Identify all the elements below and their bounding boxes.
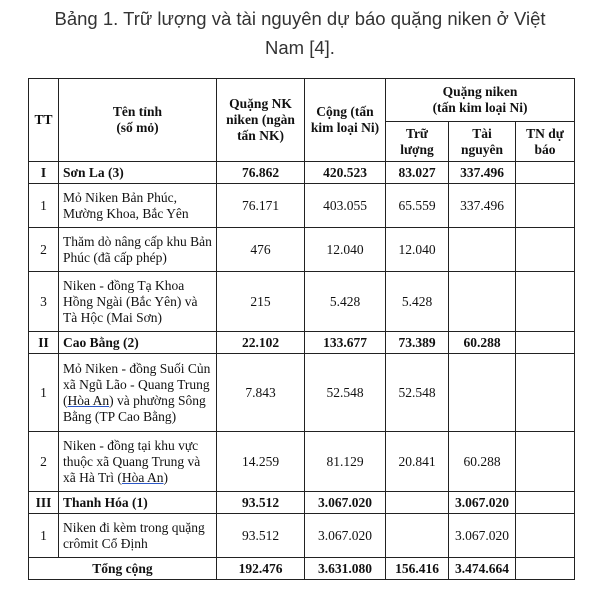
cell-resource: [449, 354, 516, 432]
cell-resource: 60.288: [449, 332, 516, 354]
cell-forecast: [516, 162, 575, 184]
cell-forecast: [516, 272, 575, 332]
table-row: [29, 184, 575, 228]
total-reserve: 156.416: [386, 558, 449, 580]
cell-name-post: ): [163, 469, 169, 485]
cell-ore: 7.843: [217, 354, 305, 432]
cell-name-post: ) và phường Sông Bằng (TP Cao Bằng): [63, 392, 206, 424]
cell-name: Cao Bằng (2): [59, 332, 217, 354]
cell-tt: III: [29, 492, 59, 514]
cell-tt: I: [29, 162, 59, 184]
table-caption: [0, 4, 600, 62]
cell-name: [59, 432, 217, 492]
cell-resource: 337.496: [449, 184, 516, 228]
cell-resource: [449, 228, 516, 272]
cell-name: Thanh Hóa (1): [59, 492, 217, 514]
cell-reserve: 20.841: [386, 432, 449, 492]
total-sum: 3.631.080: [305, 558, 386, 580]
cell-forecast: [516, 514, 575, 558]
cell-name-underlined: Hòa An: [121, 469, 164, 485]
table-row: [29, 432, 575, 492]
cell-tt: 1: [29, 184, 59, 228]
cell-tt: 1: [29, 514, 59, 558]
header-province-line2: (số mỏ): [116, 120, 159, 135]
cell-forecast: [516, 432, 575, 492]
cell-reserve: 52.548: [386, 354, 449, 432]
cell-reserve: 83.027: [386, 162, 449, 184]
cell-forecast: [516, 354, 575, 432]
header-group-line1: Quặng niken: [442, 84, 518, 99]
total-forecast: [516, 558, 575, 580]
cell-ore: 14.259: [217, 432, 305, 492]
cell-reserve: 12.040: [386, 228, 449, 272]
header-group: [386, 79, 575, 122]
header-tt: TT: [29, 79, 59, 162]
group-row-son-la: [29, 162, 575, 184]
cell-reserve: [386, 492, 449, 514]
total-resource: 3.474.664: [449, 558, 516, 580]
cell-tt: 3: [29, 272, 59, 332]
cell-ore: 93.512: [217, 492, 305, 514]
header-forecast: TN dự báo: [516, 122, 575, 162]
caption-line-2: Nam [4].: [265, 37, 335, 58]
cell-sum: 133.677: [305, 332, 386, 354]
table-row: [29, 272, 575, 332]
cell-tt: 1: [29, 354, 59, 432]
cell-reserve: 65.559: [386, 184, 449, 228]
cell-forecast: [516, 492, 575, 514]
total-ore: 192.476: [217, 558, 305, 580]
cell-reserve: [386, 514, 449, 558]
group-row-cao-bang: [29, 332, 575, 354]
cell-name: Thăm dò nâng cấp khu Bản Phúc (đã cấp phép): [59, 228, 217, 272]
cell-tt: II: [29, 332, 59, 354]
cell-resource: 60.288: [449, 432, 516, 492]
header-group-line2: (tấn kim loại Ni): [432, 100, 528, 115]
cell-sum: 3.067.020: [305, 492, 386, 514]
cell-resource: [449, 272, 516, 332]
cell-name: Niken - đồng Tạ Khoa Hồng Ngài (Bắc Yên) và Tà Hộc (Mai Sơn): [59, 272, 217, 332]
cell-name: Niken đi kèm trong quặng crômit Cổ Định: [59, 514, 217, 558]
cell-sum: 403.055: [305, 184, 386, 228]
cell-sum: 12.040: [305, 228, 386, 272]
cell-ore: 215: [217, 272, 305, 332]
header-resource: Tài nguyên: [449, 122, 516, 162]
cell-ore: 22.102: [217, 332, 305, 354]
table-row: [29, 514, 575, 558]
header-ore: Quặng NK niken (ngàn tấn NK): [217, 79, 305, 162]
nickel-reserves-table: [28, 78, 575, 580]
cell-reserve: 73.389: [386, 332, 449, 354]
total-label: Tổng cộng: [29, 558, 217, 580]
header-reserve: Trữ lượng: [386, 122, 449, 162]
cell-sum: 81.129: [305, 432, 386, 492]
cell-tt: 2: [29, 228, 59, 272]
caption-line-1: Bảng 1. Trữ lượng và tài nguyên dự báo quặng niken ở Việt: [54, 8, 546, 29]
cell-name: [59, 354, 217, 432]
group-row-thanh-hoa: [29, 492, 575, 514]
cell-name-underlined: Hòa An: [67, 392, 110, 408]
cell-tt: 2: [29, 432, 59, 492]
header-row-1: [29, 79, 575, 122]
cell-reserve: 5.428: [386, 272, 449, 332]
cell-name-pre: Mỏ Niken - đồng Suối Củn xã Ngũ Lão - Quang Trung (: [63, 360, 211, 408]
cell-forecast: [516, 332, 575, 354]
header-sum: Cộng (tấn kim loại Ni): [305, 79, 386, 162]
cell-ore: 76.171: [217, 184, 305, 228]
cell-sum: 420.523: [305, 162, 386, 184]
header-province: [59, 79, 217, 162]
header-province-line1: Tên tỉnh: [112, 104, 163, 119]
cell-forecast: [516, 228, 575, 272]
table-row: [29, 228, 575, 272]
cell-ore: 93.512: [217, 514, 305, 558]
cell-name: Mỏ Niken Bản Phúc, Mường Khoa, Bắc Yên: [59, 184, 217, 228]
cell-forecast: [516, 184, 575, 228]
cell-resource: 3.067.020: [449, 492, 516, 514]
table-row: [29, 354, 575, 432]
cell-ore: 476: [217, 228, 305, 272]
cell-resource: 3.067.020: [449, 514, 516, 558]
cell-sum: 52.548: [305, 354, 386, 432]
total-row: [29, 558, 575, 580]
cell-sum: 5.428: [305, 272, 386, 332]
cell-sum: 3.067.020: [305, 514, 386, 558]
cell-name-pre: Niken - đồng tại khu vực thuộc xã Quang Trung và xã Hà Trì (: [63, 437, 201, 485]
cell-resource: 337.496: [449, 162, 516, 184]
cell-ore: 76.862: [217, 162, 305, 184]
cell-name: Sơn La (3): [59, 162, 217, 184]
